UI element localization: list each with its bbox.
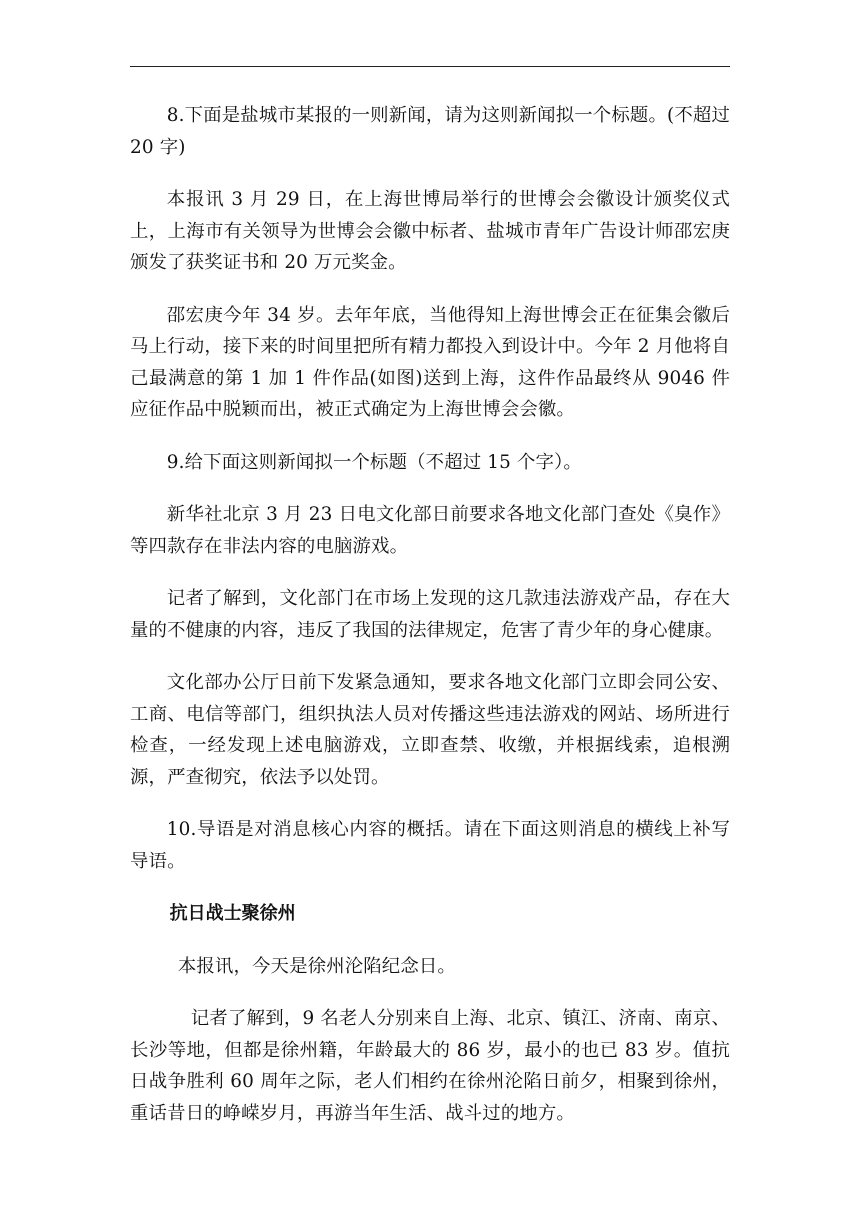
question-8: 8.下面是盐城市某报的一则新闻，请为这则新闻拟一个标题。(不超过 20 字) (130, 105, 730, 158)
news-9-paragraph-3: 文化部办公厅日前下发紧急通知，要求各地文化部门立即会同公安、工商、电信等部门，组织执法人员对传播这些违法游戏的网站、场所进行检查，一经发现上述电脑游戏，立即查禁、收缴，并根据线索，追根溯源，严查彻究，依法予以处罚。 (130, 672, 730, 788)
header-rule (130, 66, 730, 67)
news-8-paragraph-1: 本报讯 3 月 29 日，在上海世博局举行的世博会会徽设计颁奖仪式上，上海市有关领导为世博会会徽中标者、盐城市青年广告设计师邵宏庚颁发了获奖证书和 20 万元奖金。 (130, 189, 730, 273)
document-body (130, 100, 730, 1150)
news-8-paragraph-2: 邵宏庚今年 34 岁。去年年底，当他得知上海世博会正在征集会徽后马上行动，接下来的时间里把所有精力都投入到设计中。今年 2 月他将自己最满意的第 1 加 1 件作品(如图)送到上海，这件作品最终从 9046 件应征作品中脱颖而出，被正式确定为上海世博会会徽。 (130, 304, 730, 420)
news-10-paragraph-1: 本报讯，今天是徐州沦陷纪念日。 (177, 955, 456, 977)
news-10-paragraph-2: 记者了解到，9 名老人分别来自上海、北京、镇江、济南、南京、长沙等地，但都是徐州籍，年龄最大的 86 岁，最小的也已 83 岁。值抗日战争胜利 60 周年之际，老人们相约在徐州沦陷日前夕，相聚到徐州，重话昔日的峥嵘岁月，再游当年生活、战斗过的地方。 (130, 1008, 730, 1124)
question-10: 10.导语是对消息核心内容的概括。请在下面这则消息的横线上补写导语。 (130, 819, 730, 872)
news-9-paragraph-1: 新华社北京 3 月 23 日电文化部日前要求各地文化部门查处《臭作》等四款存在非法内容的电脑游戏。 (130, 504, 730, 557)
question-9: 9.给下面这则新闻拟一个标题（不超过 15 个字）。 (166, 451, 582, 473)
news-10-heading: 抗日战士聚徐州 (169, 903, 296, 924)
news-9-paragraph-2: 记者了解到，文化部门在市场上发现的这几款违法游戏产品，存在大量的不健康的内容，违反了我国的法律规定，危害了青少年的身心健康。 (130, 588, 730, 641)
